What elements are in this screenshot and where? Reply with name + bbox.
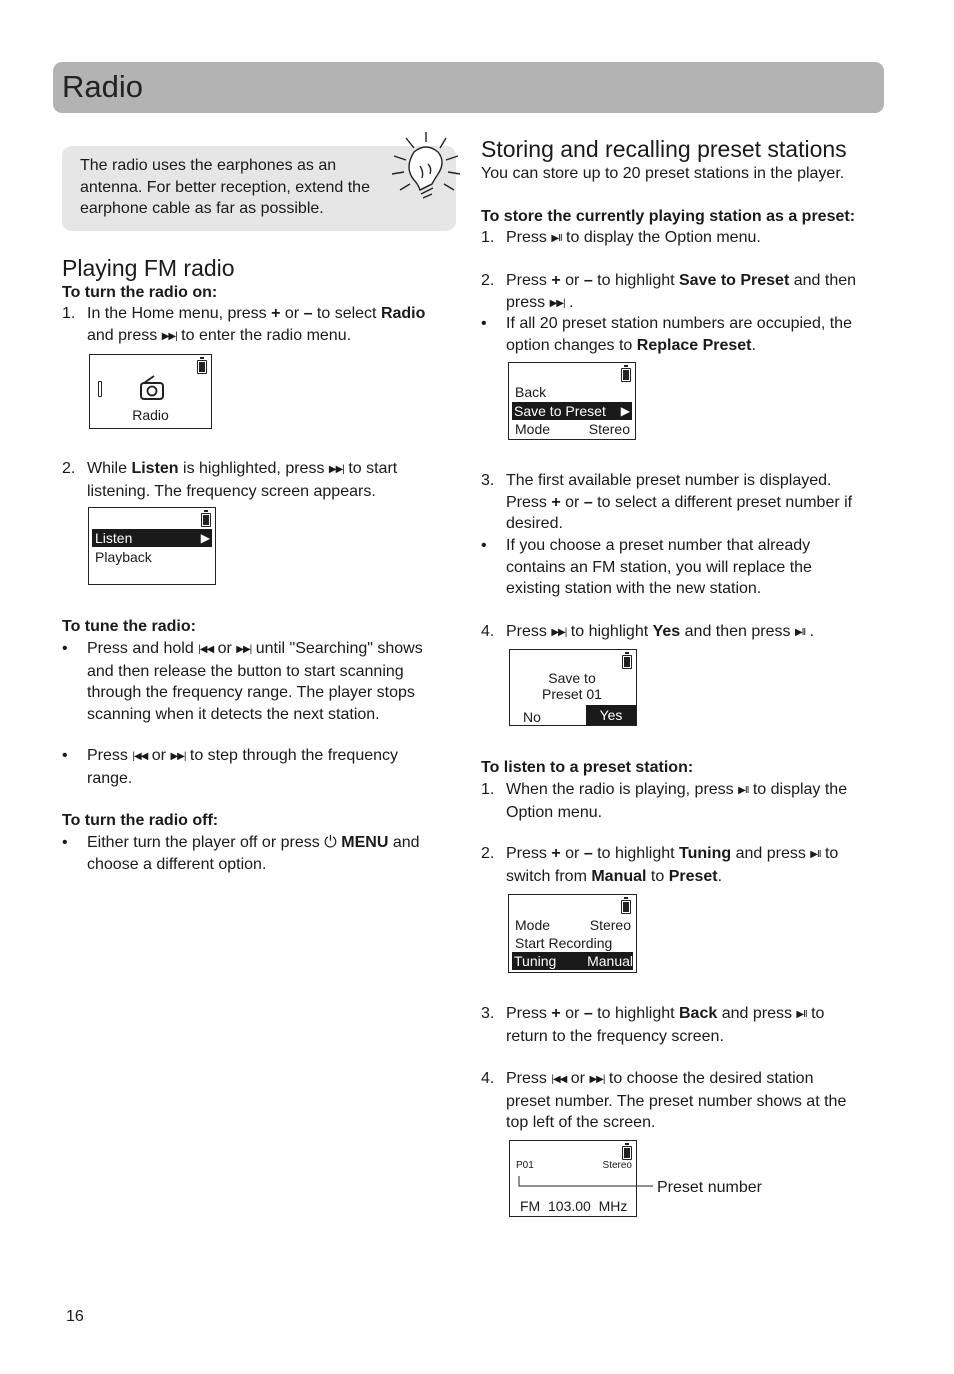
callout-preset-number: Preset number	[657, 1179, 762, 1196]
menu-row-back: Back	[515, 384, 547, 400]
frequency-readout: FM 103.00 MHz	[520, 1198, 628, 1214]
play-pause-icon: ▶II	[810, 849, 821, 860]
battery-icon	[201, 513, 211, 527]
screen-tuning-menu	[508, 894, 637, 973]
radio-icon	[138, 375, 166, 401]
prev-icon: |◀◀	[551, 1074, 567, 1085]
store-subheading: To store the currently playing station as a preset:	[481, 208, 856, 225]
storing-intro: You can store up to 20 preset stations in the player.	[481, 165, 845, 182]
battery-icon	[622, 655, 632, 669]
next-icon: ▶▶|	[551, 627, 567, 638]
playing-fm-heading: Playing FM radio	[62, 255, 235, 281]
battery-icon	[197, 360, 207, 374]
scroll-indicator	[98, 381, 102, 397]
screen-option-menu	[508, 362, 636, 440]
menu-row-start-recording: Start Recording	[515, 935, 613, 951]
next-icon: ▶▶|	[161, 330, 177, 342]
menu-row-mode: Mode Stereo	[515, 421, 630, 437]
menu-row-listen: Listen ▶	[92, 529, 212, 547]
next-icon: ▶▶|	[589, 1074, 605, 1085]
power-icon: ⏻	[324, 834, 337, 851]
screen-radio-home	[89, 354, 212, 429]
menu-row-mode: Mode Stereo	[515, 917, 631, 933]
tune-subheading: To tune the radio:	[62, 618, 196, 635]
listen-subheading: To listen to a preset station:	[481, 759, 694, 776]
stereo-label: Stereo	[602, 1160, 632, 1171]
battery-icon	[622, 1146, 632, 1160]
prev-icon: |◀◀	[198, 644, 214, 655]
screen-save-confirm	[509, 649, 637, 726]
menu-row-save-to-preset: Save to Preset ▶	[514, 403, 630, 419]
confirm-line-1: Save to	[548, 670, 596, 686]
section-header	[53, 62, 884, 113]
arrow-right-icon: ▶	[620, 404, 630, 418]
battery-icon	[621, 900, 631, 914]
next-icon: ▶▶|	[549, 297, 565, 309]
radio-label: Radio	[132, 407, 169, 423]
page-title: Radio	[62, 69, 143, 104]
battery-icon	[621, 368, 631, 382]
play-pause-icon: ▶II	[796, 1009, 807, 1020]
tip-text: The radio uses the earphones as an antenna. For better reception, extend the earphone cable as far as possible.	[80, 157, 370, 217]
menu-row-playback: Playback	[95, 549, 152, 565]
next-icon: ▶▶|	[328, 464, 344, 475]
next-icon: ▶▶|	[236, 644, 252, 655]
yes-option: Yes	[586, 705, 636, 725]
prev-icon: |◀◀	[132, 751, 148, 762]
turn-on-subheading: To turn the radio on:	[62, 284, 218, 301]
storing-heading: Storing and recalling preset stations	[481, 136, 847, 162]
off-subheading: To turn the radio off:	[62, 812, 219, 829]
menu-row-tuning: Tuning Manual	[514, 953, 633, 969]
callout-line	[515, 1174, 655, 1190]
arrow-right-icon: ▶	[200, 531, 210, 545]
play-pause-icon: ▶II	[551, 233, 562, 244]
confirm-line-2: Preset 01	[542, 686, 602, 702]
play-pause-icon: ▶II	[794, 627, 806, 638]
play-pause-icon: ▶II	[738, 785, 749, 796]
next-icon: ▶▶|	[170, 751, 186, 762]
lightbulb-icon	[384, 128, 468, 208]
screen-listen-menu	[88, 507, 216, 585]
preset-number-label: P01	[516, 1160, 534, 1171]
page-number: 16	[66, 1308, 84, 1325]
no-option: No	[523, 709, 541, 725]
